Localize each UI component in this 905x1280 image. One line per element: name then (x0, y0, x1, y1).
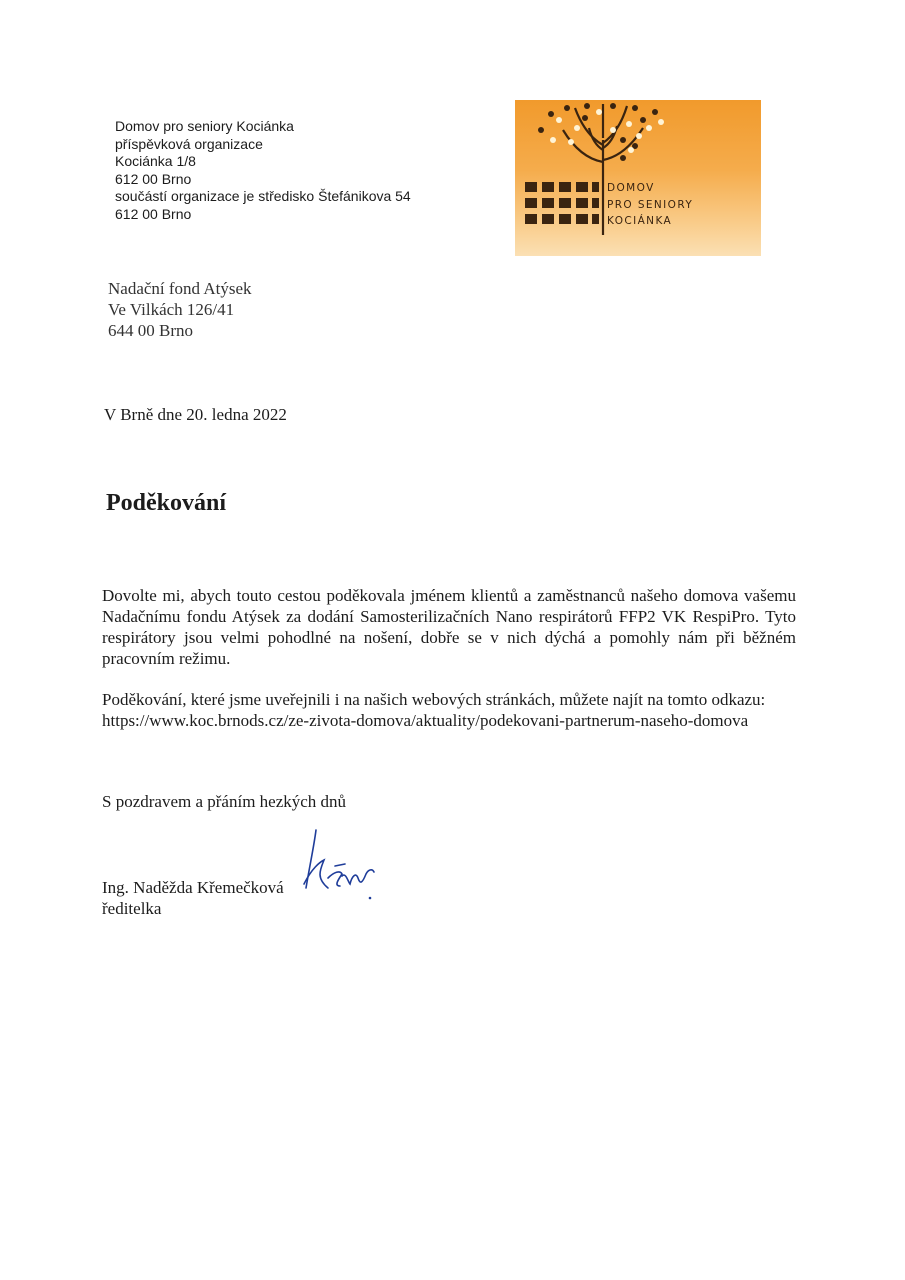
recipient-line: Ve Vilkách 126/41 (108, 300, 235, 319)
logo-text-line: PRO SENIORY (607, 198, 694, 211)
handwritten-signature (290, 826, 390, 906)
tree-icon (515, 100, 761, 256)
body-paragraph-link (102, 689, 796, 731)
sender-line: součástí organizace je středisko Štefánikova 54 (115, 188, 411, 204)
logo-text-line: KOCIÁNKA (607, 215, 673, 227)
recipient-line: 644 00 Brno (108, 321, 193, 340)
sender-line: Kociánka 1/8 (115, 153, 196, 169)
sender-line: Domov pro seniory Kociánka (115, 118, 294, 134)
letter-date: V Brně dne 20. ledna 2022 (104, 405, 287, 424)
recipient-address (108, 278, 252, 341)
letter-title: Poděkování (106, 490, 227, 516)
sender-address (115, 118, 411, 223)
sender-line: 612 00 Brno (115, 170, 192, 187)
closing-greeting: S pozdravem a přáním hezkých dnů (102, 792, 347, 811)
sender-line: příspěvková organizace (115, 135, 263, 152)
body-paragraph: Dovolte mi, abych touto cestou poděkovala jménem klientů a zaměstnanců našeho domova vašemu Nadačnímu fondu Atýsek za dodání Samosterilizačních Nano respirátorů FFP2 VK RespiPro. Tyto respirátory jsou velmi pohodlné na nošení, dobře se v nich dýchá a pomohly nám při běžném pracovním režimu. (102, 586, 796, 668)
website-link[interactable]: https://www.koc.brnods.cz/ze-zivota-domova/aktuality/podekovani-partnerum-naseho-domova (102, 711, 749, 730)
body-paragraph-text: Poděkování, které jsme uveřejnili i na našich webových stránkách, můžete najít na tomto odkazu: (102, 690, 766, 709)
recipient-line: Nadační fond Atýsek (108, 279, 252, 298)
organization-logo (515, 100, 761, 256)
signer-role: ředitelka (102, 899, 162, 918)
logo-text-line: DOMOV (607, 182, 655, 194)
sender-line: 612 00 Brno (115, 205, 192, 222)
logo-text (607, 180, 693, 230)
signer-name: Ing. Naděžda Křemečková (102, 878, 284, 897)
signer-block (102, 877, 284, 919)
